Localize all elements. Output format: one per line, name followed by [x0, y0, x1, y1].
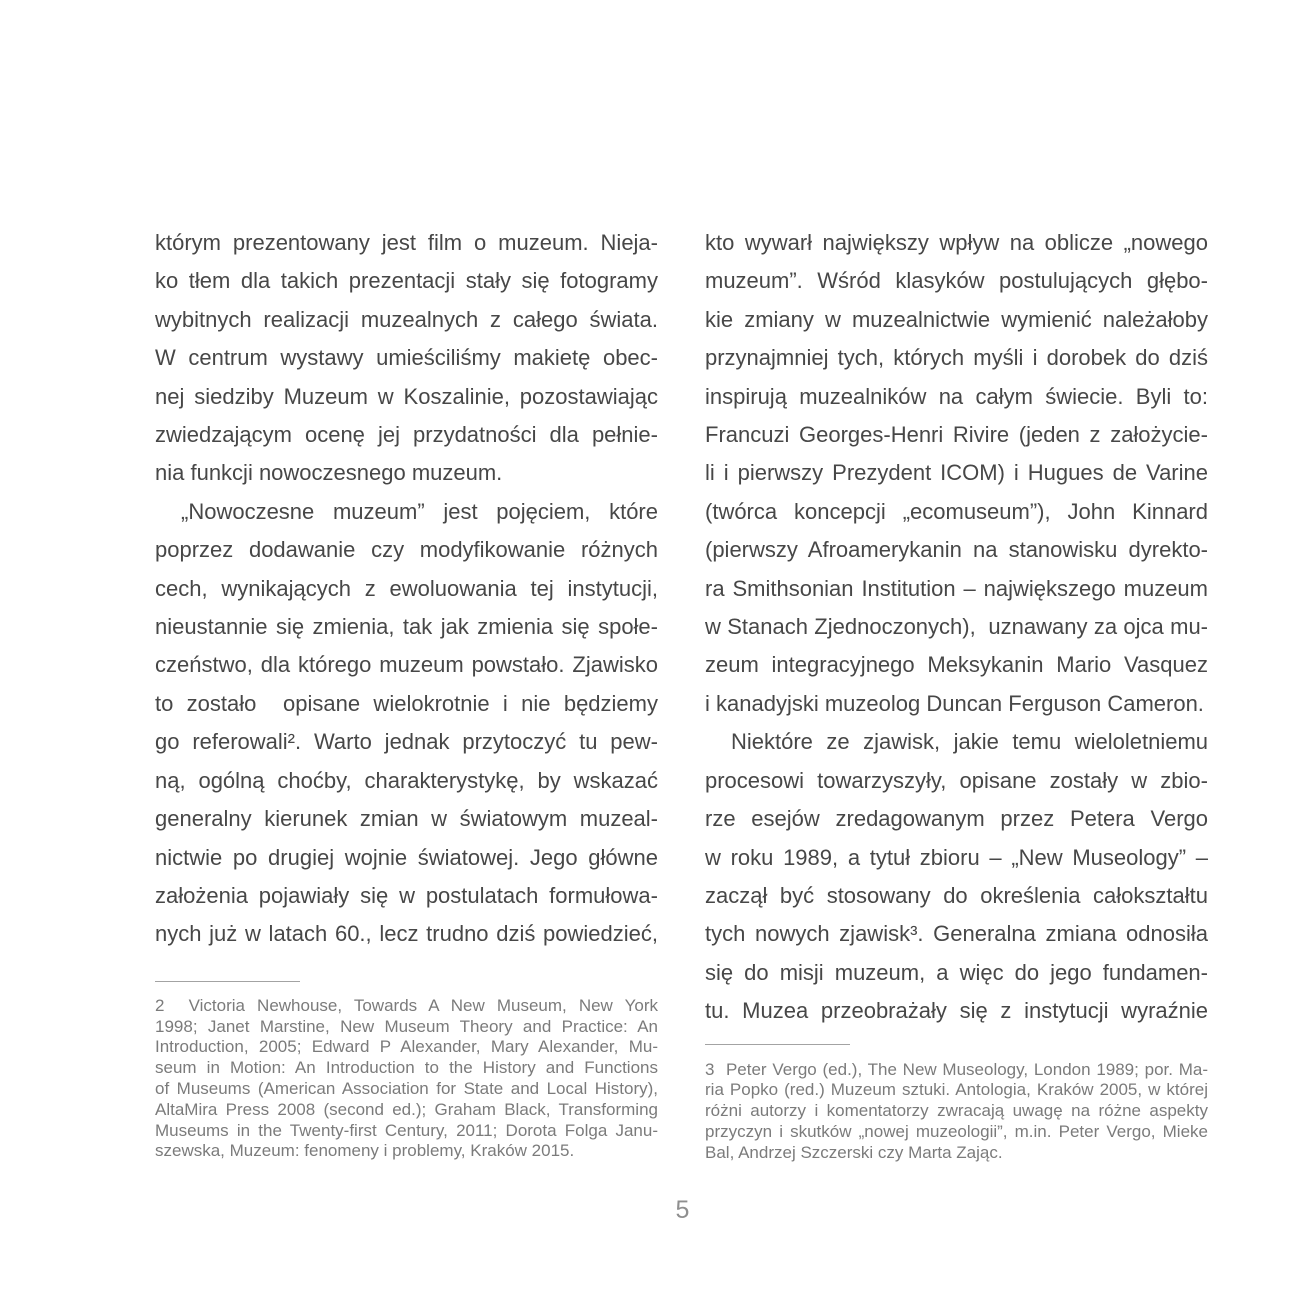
text-line: nych już w latach 60., lecz trudno dziś powiedzieć, — [155, 921, 658, 947]
text-line: Museums in the Twenty-first Century, 2011; Dorota Folga Janu- — [155, 1120, 658, 1140]
right-footnote — [705, 1060, 1208, 1164]
text-line: nej siedziby Muzeum w Koszalinie, pozostawiając — [155, 383, 658, 409]
text-line: zeum integracyjnego Meksykanin Mario Vasquez — [705, 652, 1208, 678]
text-line: nictwie po drugiej wojnie światowej. Jego główne — [155, 844, 658, 870]
text-line: W centrum wystawy umieściliśmy makietę obec- — [155, 345, 658, 371]
text-line: (twórca koncepcji „ecomuseum”), John Kinnard — [705, 498, 1208, 524]
text-line: kie zmiany w muzealnictwie wymienić należałoby — [705, 306, 1208, 332]
text-line: kto wywarł największy wpływ na oblicze „nowego — [705, 230, 1208, 255]
paragraph — [155, 224, 658, 493]
paragraph — [155, 493, 658, 954]
text-line: li i pierwszy Prezydent ICOM) i Hugues de Varine — [705, 460, 1208, 486]
text-line: rze esejów zredagowanym przez Petera Vergo — [705, 806, 1208, 832]
text-line: zwiedzającym ocenę jej przydatności dla pełnie- — [155, 422, 658, 448]
text-line: ria Popko (red.) Muzeum sztuki. Antologia, Kraków 2005, w której — [705, 1080, 1208, 1100]
text-line: go referowali². Warto jednak przytoczyć tu pew- — [155, 729, 658, 755]
text-line: nia funkcji nowoczesnego muzeum. — [155, 460, 503, 486]
text-line: ra Smithsonian Institution – największego muzeum — [705, 575, 1208, 601]
paragraph — [705, 224, 1208, 723]
paragraph — [705, 1060, 1208, 1164]
paragraph — [155, 996, 658, 1162]
text-line: Bal, Andrzej Szczerski czy Marta Zając. — [705, 1142, 1003, 1162]
text-line: zaczął być stosowany do określenia całokształtu — [705, 882, 1208, 908]
page-number: 5 — [675, 1196, 690, 1224]
text-line: szewska, Muzeum: fenomeny i problemy, Kraków 2015. — [155, 1141, 575, 1161]
text-line: poprzez dodawanie czy modyfikowanie różnych — [155, 537, 658, 563]
right-column — [705, 224, 1208, 1164]
text-line: tych nowych zjawisk³. Generalna zmiana odnosiła — [705, 921, 1208, 947]
text-line: Niektóre ze zjawisk, jakie temu wieloletniemu — [731, 729, 1208, 755]
text-line: seum in Motion: An Introduction to the History and Functions — [155, 1058, 658, 1078]
text-line: cech, wynikających z ewoluowania tej instytucji, — [155, 575, 658, 601]
text-line: czeństwo, dla którego muzeum powstało. Zjawisko — [155, 652, 658, 678]
text-line: przyczyn i skutków „nowej muzeologii”, m.in. Peter Vergo, Mieke — [705, 1121, 1208, 1141]
left-column-body — [155, 224, 658, 954]
text-line: (pierwszy Afroamerykanin na stanowisku dyrekto- — [705, 537, 1208, 563]
text-line: którym prezentowany jest film o muzeum. Nieja- — [155, 230, 658, 255]
left-footnote — [155, 996, 658, 1162]
text-line: to zostało opisane wielokrotnie i nie będziemy — [155, 690, 658, 716]
text-line: się do misji muzeum, a więc do jego fundamen- — [705, 959, 1208, 985]
text-line: Francuzi Georges-Henri Rivire (jeden z założycie- — [705, 422, 1208, 448]
text-line: procesowi towarzyszyły, opisane zostały w zbio- — [705, 767, 1208, 793]
text-line: Introduction, 2005; Edward P Alexander, Mary Alexander, Mu- — [155, 1037, 658, 1057]
text-line: ną, ogólną choćby, charakterystykę, by wskazać — [155, 767, 658, 793]
text-line: muzeum”. Wśród klasyków postulujących głębo- — [705, 268, 1208, 294]
left-column — [155, 224, 658, 1162]
text-line: w roku 1989, a tytuł zbioru – „New Museology” – — [705, 844, 1208, 870]
paragraph — [705, 723, 1208, 1030]
text-line: of Museums (American Association for State and Local History), — [155, 1078, 658, 1098]
text-line: AltaMira Press 2008 (second ed.); Graham Black, Transforming — [155, 1099, 658, 1119]
text-line: 1998; Janet Marstine, New Museum Theory and Practice: An — [155, 1016, 658, 1036]
text-line: tu. Muzea przeobrażały się z instytucji wyraźnie — [705, 998, 1208, 1024]
text-line: 2 Victoria Newhouse, Towards A New Museum, New York — [155, 995, 658, 1015]
text-line: generalny kierunek zmian w światowym muzeal- — [155, 806, 658, 832]
text-line: nieustannie się zmienia, tak jak zmienia się społe- — [155, 614, 658, 640]
text-line: „Nowoczesne muzeum” jest pojęciem, które — [181, 498, 658, 524]
text-line: ko tłem dla takich prezentacji stały się fotogramy — [155, 268, 658, 294]
left-footnote-divider — [155, 981, 300, 982]
text-line: przynajmniej tych, których myśli i dorobek do dziś — [705, 345, 1208, 371]
text-line: 3 Peter Vergo (ed.), The New Museology, London 1989; por. Ma- — [705, 1059, 1208, 1079]
text-line: założenia pojawiały się w postulatach formułowa- — [155, 882, 658, 908]
text-line: i kanadyjski muzeolog Duncan Ferguson Cameron. — [705, 690, 1204, 716]
text-line: w Stanach Zjednoczonych), uznawany za ojca mu- — [705, 614, 1208, 640]
text-line: różni autorzy i komentatorzy zwracają uwagę na różne aspekty — [705, 1101, 1208, 1121]
text-line: wybitnych realizacji muzealnych z całego świata. — [155, 306, 658, 332]
right-footnote-divider — [705, 1044, 850, 1045]
right-column-body — [705, 224, 1208, 1031]
text-line: inspirują muzealników na całym świecie. Byli to: — [705, 383, 1208, 409]
